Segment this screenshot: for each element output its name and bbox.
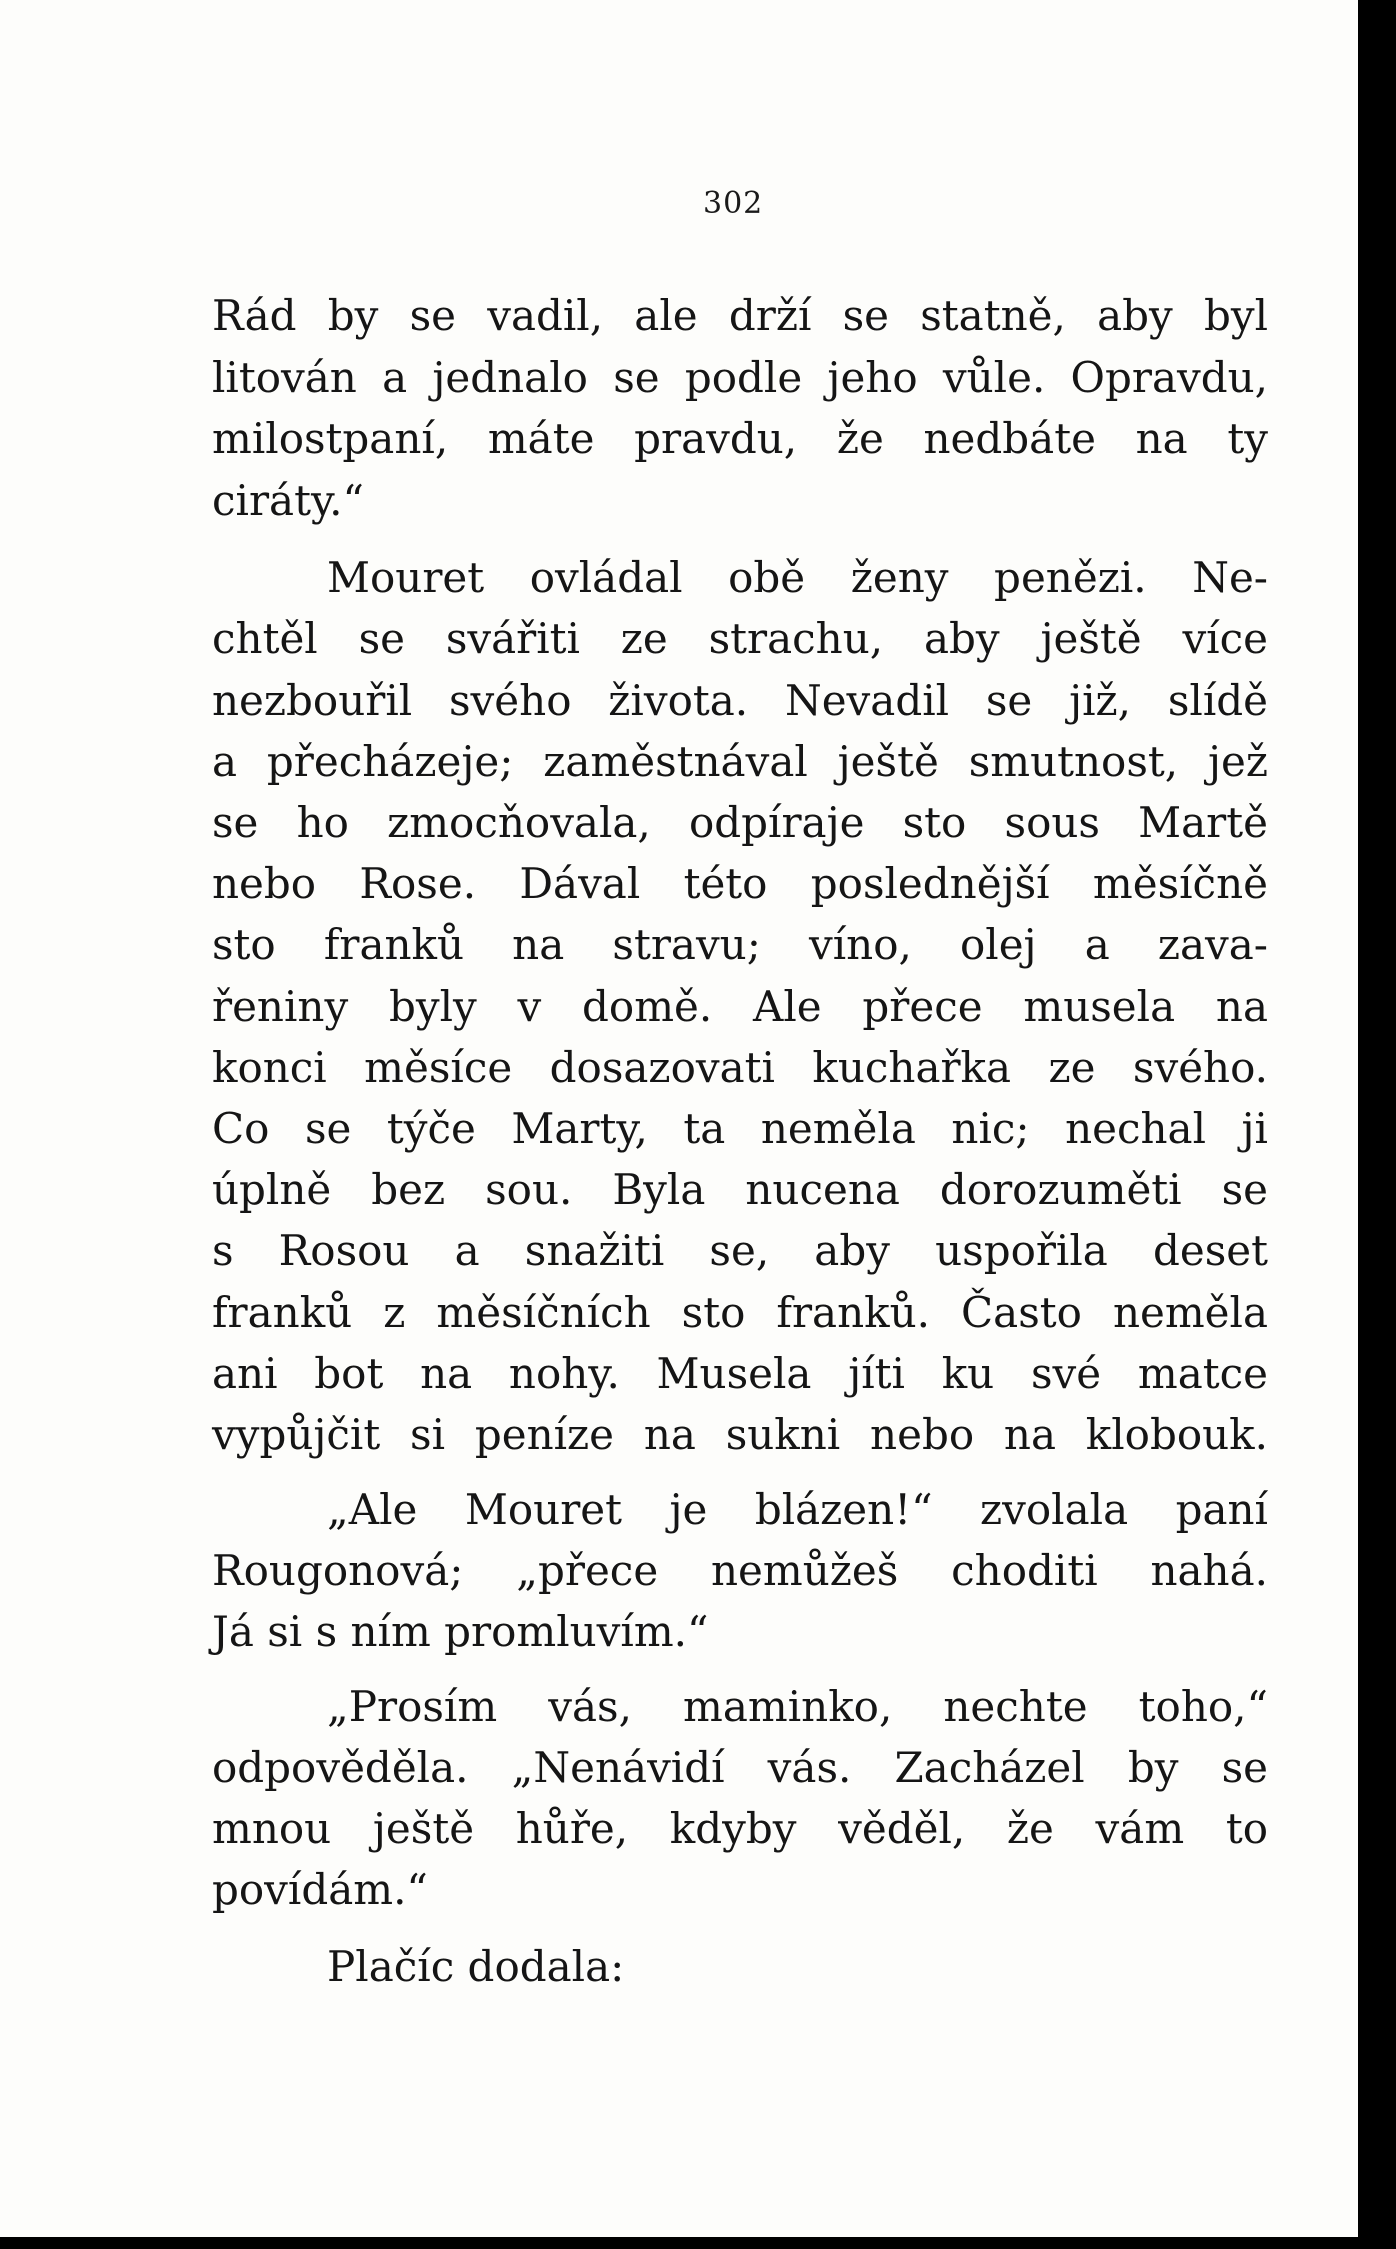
text-line: mnou ještě hůře, kdyby věděl, že vám to xyxy=(212,1804,1268,1853)
text-line: a přecházeje; zaměstnával ještě smutnost, jež xyxy=(212,737,1268,786)
text-line: nebo Rose. Dával této poslednější měsíčně xyxy=(212,859,1268,908)
text-line: Mouret ovládal obě ženy penězi. Ne- xyxy=(327,553,1268,602)
text-line: milostpaní, máte pravdu, že nedbáte na ty xyxy=(212,414,1268,463)
text-line: franků z měsíčních sto franků. Často neměla xyxy=(212,1288,1268,1337)
text-line: odpověděla. „Nenávidí vás. Zacházel by se xyxy=(212,1743,1268,1792)
text-line: Plačíc dodala: xyxy=(327,1942,625,1991)
text-line: Co se týče Marty, ta neměla nic; nechal ji xyxy=(212,1104,1268,1153)
text-line: konci měsíce dosazovati kuchařka ze svého. xyxy=(212,1043,1268,1092)
text-line: ani bot na nohy. Musela jíti ku své matce xyxy=(212,1349,1268,1398)
text-line: vypůjčit si peníze na sukni nebo na klobouk. xyxy=(212,1410,1268,1459)
text-line: sto franků na stravu; víno, olej a zava- xyxy=(212,920,1268,969)
text-line: „Ale Mouret je blázen!“ zvolala paní xyxy=(327,1485,1268,1534)
text-line: nezbouřil svého života. Nevadil se již, slídě xyxy=(212,676,1268,725)
text-line: litován a jednalo se podle jeho vůle. Opravdu, xyxy=(212,353,1268,402)
text-line: ciráty.“ xyxy=(212,476,364,525)
text-line: „Prosím vás, maminko, nechte toho,“ xyxy=(327,1682,1268,1731)
text-line: s Rosou a snažiti se, aby uspořila deset xyxy=(212,1226,1268,1275)
page-number: 302 xyxy=(703,186,764,221)
text-line: řeniny byly v domě. Ale přece musela na xyxy=(212,982,1268,1031)
text-line: se ho zmocňovala, odpíraje sto sous Martě xyxy=(212,798,1268,847)
text-line: chtěl se svářiti ze strachu, aby ještě více xyxy=(212,614,1268,663)
text-line: úplně bez sou. Byla nucena dorozuměti se xyxy=(212,1165,1268,1214)
text-line: Rád by se vadil, ale drží se statně, aby byl xyxy=(212,291,1268,340)
text-line: Já si s ním promluvím.“ xyxy=(212,1607,709,1656)
text-line: povídám.“ xyxy=(212,1865,428,1914)
text-line: Rougonová; „přece nemůžeš choditi nahá. xyxy=(212,1546,1268,1595)
